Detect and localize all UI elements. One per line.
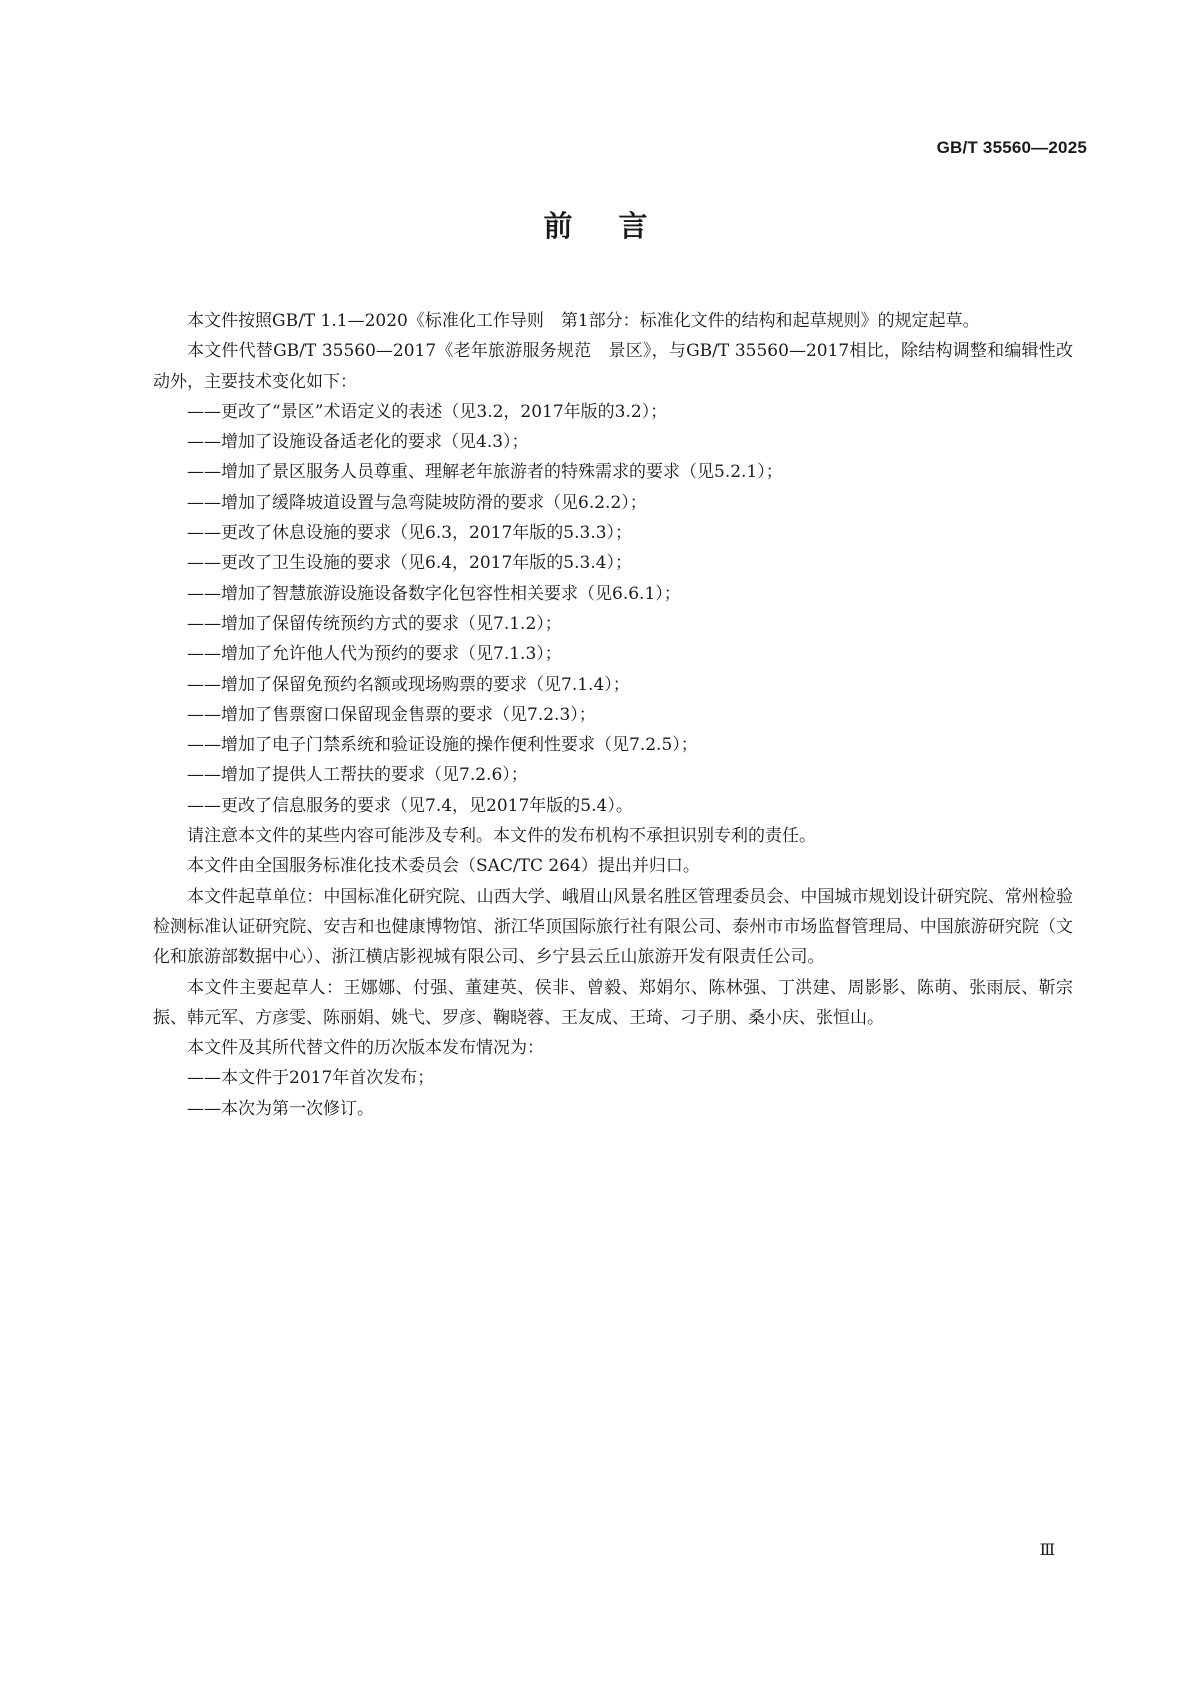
list-item: ——更改了休息设施的要求（见6.3，2017年版的5.3.3）； bbox=[187, 523, 633, 544]
paragraph-proposer: 本文件由全国服务标准化技术委员会（SAC/TC 264）提出并归口。 bbox=[187, 856, 700, 877]
list-item: ——更改了“景区”术语定义的表述（见3.2，2017年版的3.2）； bbox=[187, 401, 668, 422]
list-item: ——更改了卫生设施的要求（见6.4，2017年版的5.3.4）； bbox=[187, 553, 633, 574]
standard-code: GB/T 35560—2025 bbox=[936, 138, 1087, 157]
list-item: ——增加了智慧旅游设施设备数字化包容性相关要求（见6.6.1）； bbox=[187, 583, 681, 604]
list-item: ——本文件于2017年首次发布； bbox=[187, 1068, 435, 1089]
page-title: 前言 bbox=[543, 209, 694, 243]
list-item: ——更改了信息服务的要求（见7.4，见2017年版的5.4）。 bbox=[187, 795, 633, 816]
list-item: ——增加了电子门禁系统和验证设施的操作便利性要求（见7.2.5）； bbox=[187, 735, 698, 756]
history-list bbox=[153, 1063, 1073, 1124]
page-number: Ⅲ bbox=[1039, 1540, 1055, 1559]
list-item: ——增加了允许他人代为预约的要求（见7.1.3）； bbox=[187, 644, 562, 665]
document-body bbox=[153, 306, 1073, 1124]
list-item: ——增加了提供人工帮扶的要求（见7.2.6）； bbox=[187, 765, 528, 786]
paragraph-patent-notice: 请注意本文件的某些内容可能涉及专利。本文件的发布机构不承担识别专利的责任。 bbox=[187, 826, 816, 847]
paragraph-drafting-units: 本文件起草单位：中国标准化研究院、山西大学、峨眉山风景名胜区管理委员会、中国城市规划设计研究院、常州检验检测标准认证研究院、安吉和也健康博物馆、浙江华顶国际旅行社有限公司、泰州市市场监督管理局、中国旅游研究院（文化和旅游部数据中心）、浙江横店影视城有限公司、乡宁县云丘山旅游开发有限责任公司。 bbox=[153, 886, 1073, 968]
list-item: ——增加了景区服务人员尊重、理解老年旅游者的特殊需求的要求（见5.2.1）； bbox=[187, 462, 783, 483]
list-item: ——增加了保留传统预约方式的要求（见7.1.2）； bbox=[187, 613, 562, 634]
list-item: ——增加了缓降坡道设置与急弯陡坡防滑的要求（见6.2.2）； bbox=[187, 492, 647, 513]
list-item: ——增加了保留免预约名额或现场购票的要求（见7.1.4）； bbox=[187, 674, 630, 695]
paragraph-history-intro: 本文件及其所代替文件的历次版本发布情况为： bbox=[187, 1038, 544, 1059]
paragraph-drafters: 本文件主要起草人：王娜娜、付强、董建英、侯非、曾毅、郑娟尔、陈林强、丁洪建、周影影、陈萌、张雨辰、靳宗振、韩元军、方彦雯、陈丽娟、姚弋、罗彦、鞠晓蓉、王友成、王琦、刁子朋、桑小庆、张恒山。 bbox=[153, 977, 1073, 1028]
changes-list bbox=[153, 397, 1073, 821]
list-item: ——本次为第一次修订。 bbox=[187, 1098, 374, 1119]
list-item: ——增加了设施设备适老化的要求（见4.3）； bbox=[187, 432, 529, 453]
paragraph-drafting-rules: 本文件按照GB/T 1.1—2020《标准化工作导则 第1部分：标准化文件的结构和起草规则》的规定起草。 bbox=[187, 311, 980, 331]
paragraph-replacement: 本文件代替GB/T 35560—2017《老年旅游服务规范 景区》，与GB/T 35560—2017相比，除结构调整和编辑性改动外，主要技术变化如下： bbox=[153, 341, 1073, 392]
list-item: ——增加了售票窗口保留现金售票的要求（见7.2.3）； bbox=[187, 704, 596, 725]
